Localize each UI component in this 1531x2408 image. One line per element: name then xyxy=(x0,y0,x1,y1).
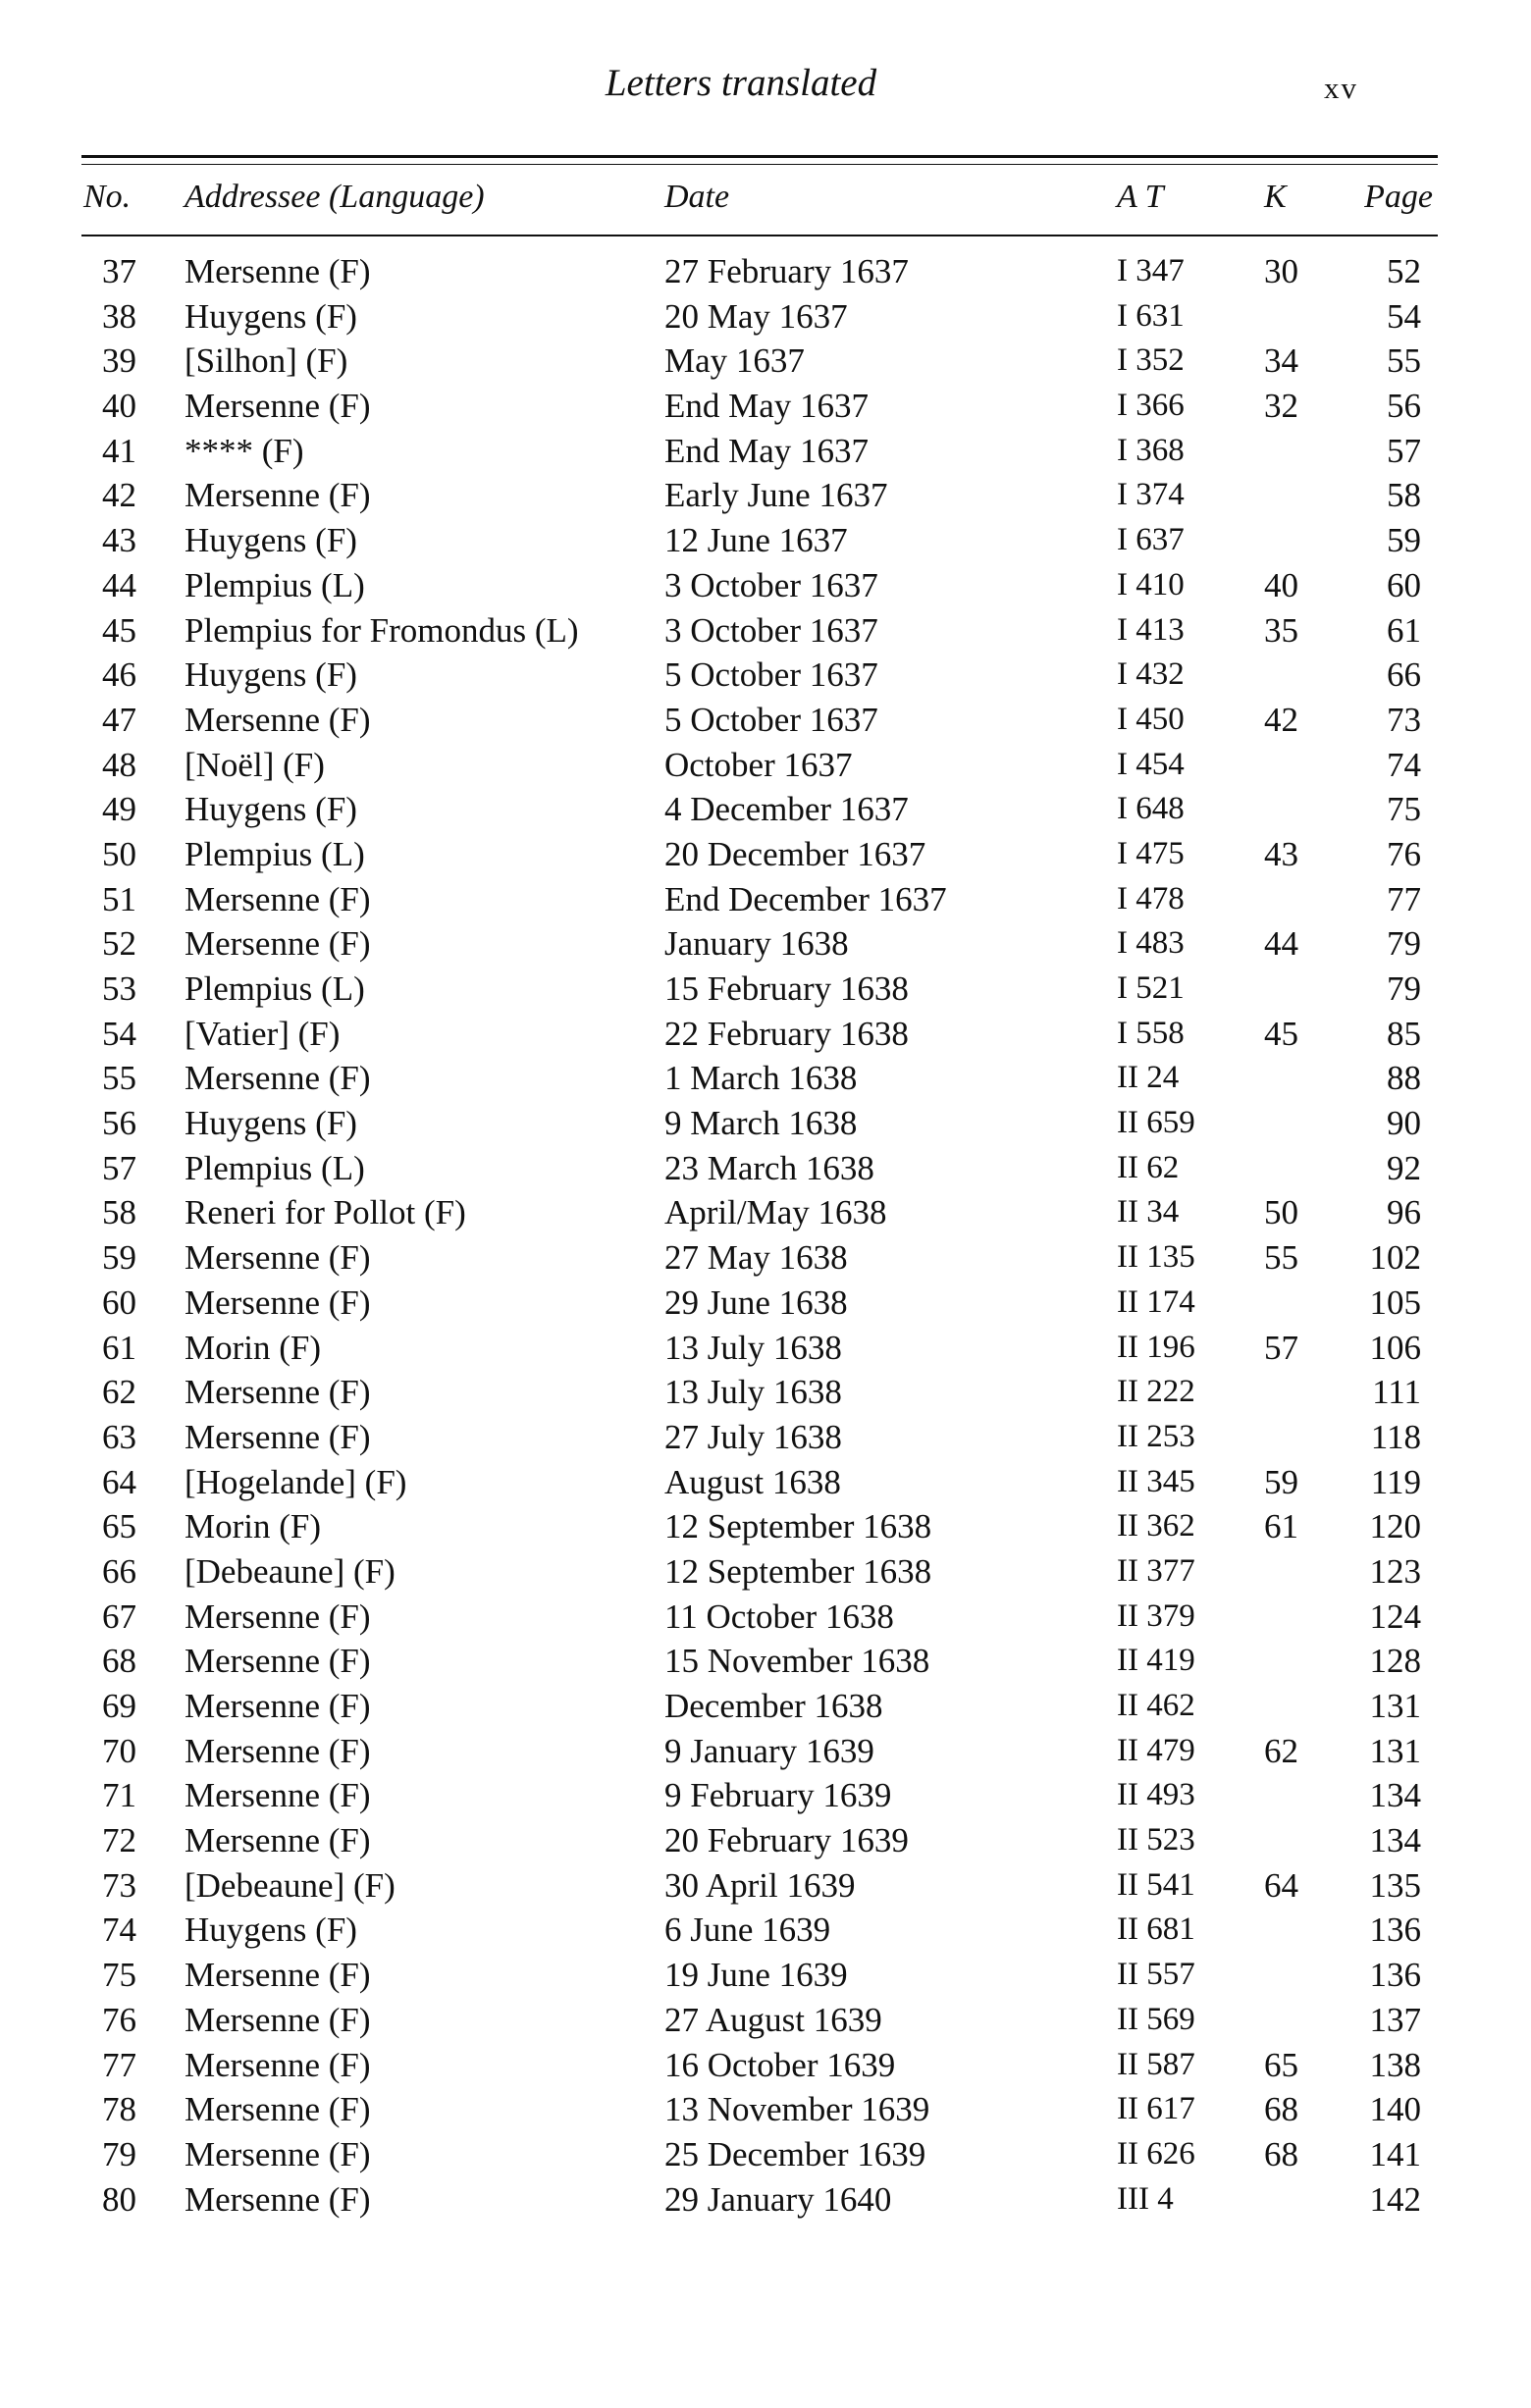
at-reference: II 462 xyxy=(1117,1688,1195,1723)
letter-number: 52 xyxy=(102,924,136,964)
at-reference: II 377 xyxy=(1117,1552,1195,1589)
table-row xyxy=(0,1415,1531,1460)
k-reference: 44 xyxy=(1264,924,1298,964)
table-row xyxy=(0,1595,1531,1640)
letter-date: 5 October 1637 xyxy=(664,655,878,695)
page-number: 88 xyxy=(1387,1059,1421,1098)
k-reference: 40 xyxy=(1264,565,1298,604)
letter-number: 73 xyxy=(102,1865,136,1905)
letter-date: End May 1637 xyxy=(664,431,870,470)
page-number: 141 xyxy=(1369,2134,1421,2173)
addressee: Morin (F) xyxy=(185,1328,322,1367)
letter-date: 6 June 1639 xyxy=(664,1911,831,1950)
addressee: Mersenne (F) xyxy=(185,2000,371,2039)
page-number: 57 xyxy=(1387,431,1421,470)
at-reference: II 135 xyxy=(1117,1239,1195,1276)
letter-date: 4 December 1637 xyxy=(664,790,909,829)
at-reference: I 521 xyxy=(1117,970,1185,1006)
page-number: 73 xyxy=(1387,700,1421,739)
table-row xyxy=(0,698,1531,743)
letter-date: 13 July 1638 xyxy=(664,1373,842,1412)
letter-number: 64 xyxy=(102,1462,136,1501)
letter-number: 74 xyxy=(102,1911,136,1950)
at-reference: I 478 xyxy=(1117,880,1185,916)
letter-date: 15 November 1638 xyxy=(664,1642,930,1681)
addressee: [Noël] (F) xyxy=(185,745,325,784)
table-row xyxy=(0,1908,1531,1953)
letter-number: 66 xyxy=(102,1551,136,1591)
page-number: 66 xyxy=(1387,655,1421,695)
at-reference: I 374 xyxy=(1117,477,1185,513)
k-reference: 68 xyxy=(1264,2090,1298,2129)
k-reference: 50 xyxy=(1264,1193,1298,1232)
letter-date: 23 March 1638 xyxy=(664,1148,874,1187)
letter-date: 5 October 1637 xyxy=(664,700,878,739)
at-reference: I 631 xyxy=(1117,297,1185,334)
page-number: 136 xyxy=(1369,1956,1421,1995)
letters-table-body xyxy=(0,249,1531,2222)
at-reference: II 569 xyxy=(1117,2001,1195,2037)
letter-number: 65 xyxy=(102,1507,136,1546)
addressee: Mersenne (F) xyxy=(185,2134,371,2173)
letter-number: 47 xyxy=(102,700,136,739)
addressee: Mersenne (F) xyxy=(185,1417,371,1456)
table-row xyxy=(0,921,1531,967)
k-reference: 59 xyxy=(1264,1462,1298,1501)
letter-number: 76 xyxy=(102,2000,136,2039)
column-header-k: K xyxy=(1264,179,1287,215)
table-row xyxy=(0,563,1531,608)
table-top-rule-thin xyxy=(81,164,1438,165)
addressee: Mersenne (F) xyxy=(185,2090,371,2129)
at-reference: I 558 xyxy=(1117,1015,1185,1051)
addressee: Mersenne (F) xyxy=(185,1642,371,1681)
letter-date: End December 1637 xyxy=(664,879,947,918)
letter-number: 50 xyxy=(102,834,136,873)
at-reference: II 557 xyxy=(1117,1957,1195,1993)
addressee: Huygens (F) xyxy=(185,655,357,695)
letter-number: 60 xyxy=(102,1283,136,1322)
page-number: 74 xyxy=(1387,745,1421,784)
page-number: 137 xyxy=(1369,2000,1421,2039)
page-number: 79 xyxy=(1387,924,1421,964)
letter-number: 42 xyxy=(102,476,136,515)
addressee: [Silhon] (F) xyxy=(185,341,348,381)
addressee: Mersenne (F) xyxy=(185,1283,371,1322)
column-header-no: No. xyxy=(83,179,132,215)
page-number: 124 xyxy=(1369,1597,1421,1636)
addressee: Plempius (L) xyxy=(185,1148,365,1187)
table-row xyxy=(0,608,1531,654)
addressee: [Debeaune] (F) xyxy=(185,1865,396,1905)
letter-date: 16 October 1639 xyxy=(664,2045,896,2084)
table-row xyxy=(0,1190,1531,1235)
k-reference: 43 xyxy=(1264,834,1298,873)
letter-date: 11 October 1638 xyxy=(664,1597,894,1636)
addressee: Huygens (F) xyxy=(185,790,357,829)
addressee: Huygens (F) xyxy=(185,1911,357,1950)
letter-number: 51 xyxy=(102,879,136,918)
table-row xyxy=(0,653,1531,698)
page-number: 142 xyxy=(1369,2179,1421,2219)
letter-number: 39 xyxy=(102,341,136,381)
at-reference: I 637 xyxy=(1117,522,1185,558)
addressee: Morin (F) xyxy=(185,1507,322,1546)
addressee: Huygens (F) xyxy=(185,296,357,336)
k-reference: 57 xyxy=(1264,1328,1298,1367)
running-head xyxy=(0,61,1531,110)
letter-date: 3 October 1637 xyxy=(664,565,878,604)
letter-number: 56 xyxy=(102,1104,136,1143)
page-number: 120 xyxy=(1369,1507,1421,1546)
page-number: 131 xyxy=(1369,1731,1421,1770)
table-row xyxy=(0,1639,1531,1684)
at-reference: II 541 xyxy=(1117,1866,1195,1903)
letter-date: 25 December 1639 xyxy=(664,2134,926,2173)
table-row xyxy=(0,1056,1531,1101)
column-header-at: A T xyxy=(1117,179,1164,215)
table-row xyxy=(0,2177,1531,2223)
at-reference: I 410 xyxy=(1117,566,1185,602)
addressee: **** (F) xyxy=(185,431,304,470)
letter-number: 62 xyxy=(102,1373,136,1412)
k-reference: 65 xyxy=(1264,2045,1298,2084)
addressee: [Hogelande] (F) xyxy=(185,1462,407,1501)
letter-date: 20 December 1637 xyxy=(664,834,926,873)
table-row xyxy=(0,429,1531,474)
at-reference: I 368 xyxy=(1117,432,1185,468)
page-number: 61 xyxy=(1387,610,1421,650)
at-reference: II 362 xyxy=(1117,1508,1195,1544)
letter-number: 40 xyxy=(102,387,136,426)
letter-date: 9 February 1639 xyxy=(664,1776,892,1815)
letter-date: August 1638 xyxy=(664,1462,841,1501)
page-number: 111 xyxy=(1372,1373,1421,1412)
page-number: 54 xyxy=(1387,296,1421,336)
page-number: 85 xyxy=(1387,1014,1421,1053)
letter-number: 46 xyxy=(102,655,136,695)
letter-number: 67 xyxy=(102,1597,136,1636)
addressee: Plempius (L) xyxy=(185,565,365,604)
letter-number: 61 xyxy=(102,1328,136,1367)
letter-date: 1 March 1638 xyxy=(664,1059,858,1098)
k-reference: 42 xyxy=(1264,700,1298,739)
page-number: 119 xyxy=(1370,1462,1421,1501)
table-row xyxy=(0,1998,1531,2043)
letter-date: 3 October 1637 xyxy=(664,610,878,650)
page-number: 138 xyxy=(1369,2045,1421,2084)
letter-date: 27 August 1639 xyxy=(664,2000,882,2039)
letter-number: 45 xyxy=(102,610,136,650)
addressee: Mersenne (F) xyxy=(185,1597,371,1636)
at-reference: II 419 xyxy=(1117,1643,1195,1679)
addressee: Mersenne (F) xyxy=(185,387,371,426)
at-reference: I 352 xyxy=(1117,342,1185,379)
letter-date: End May 1637 xyxy=(664,387,870,426)
k-reference: 32 xyxy=(1264,387,1298,426)
letter-number: 70 xyxy=(102,1731,136,1770)
at-reference: I 475 xyxy=(1117,835,1185,871)
table-row xyxy=(0,1818,1531,1863)
table-row xyxy=(0,1504,1531,1549)
k-reference: 64 xyxy=(1264,1865,1298,1905)
letter-number: 49 xyxy=(102,790,136,829)
addressee: Mersenne (F) xyxy=(185,924,371,964)
addressee: Mersenne (F) xyxy=(185,1059,371,1098)
at-reference: II 379 xyxy=(1117,1597,1195,1634)
table-row xyxy=(0,1146,1531,1191)
table-row xyxy=(0,1773,1531,1818)
letter-date: 27 July 1638 xyxy=(664,1417,842,1456)
letter-number: 77 xyxy=(102,2045,136,2084)
running-title: Letters translated xyxy=(605,62,877,104)
table-row xyxy=(0,787,1531,832)
letter-date: 13 November 1639 xyxy=(664,2090,930,2129)
at-reference: II 493 xyxy=(1117,1777,1195,1813)
letter-date: December 1638 xyxy=(664,1687,883,1725)
at-reference: II 345 xyxy=(1117,1463,1195,1499)
letter-number: 58 xyxy=(102,1193,136,1232)
at-reference: II 659 xyxy=(1117,1105,1195,1141)
page-number: 55 xyxy=(1387,341,1421,381)
k-reference: 68 xyxy=(1264,2134,1298,2173)
table-row xyxy=(0,2087,1531,2132)
letter-number: 48 xyxy=(102,745,136,784)
letter-number: 78 xyxy=(102,2090,136,2129)
letter-number: 63 xyxy=(102,1417,136,1456)
addressee: Mersenne (F) xyxy=(185,1776,371,1815)
letter-number: 54 xyxy=(102,1014,136,1053)
page-number: 90 xyxy=(1387,1104,1421,1143)
page-number: 105 xyxy=(1369,1283,1421,1322)
addressee: Mersenne (F) xyxy=(185,252,371,290)
letter-number: 68 xyxy=(102,1642,136,1681)
addressee: Mersenne (F) xyxy=(185,2045,371,2084)
addressee: Mersenne (F) xyxy=(185,879,371,918)
table-row xyxy=(0,1953,1531,1998)
page-number: 76 xyxy=(1387,834,1421,873)
table-row xyxy=(0,1684,1531,1729)
addressee: Mersenne (F) xyxy=(185,1373,371,1412)
at-reference: II 626 xyxy=(1117,2135,1195,2172)
page-number: 52 xyxy=(1387,252,1421,290)
page-number: 75 xyxy=(1387,790,1421,829)
table-row xyxy=(0,832,1531,877)
page-folio: xv xyxy=(1324,71,1358,105)
page-number: 96 xyxy=(1387,1193,1421,1232)
at-reference: I 450 xyxy=(1117,701,1185,737)
table-header xyxy=(0,179,1531,226)
letter-date: 12 September 1638 xyxy=(664,1507,932,1546)
page-number: 60 xyxy=(1387,565,1421,604)
table-row xyxy=(0,1235,1531,1281)
page-number: 92 xyxy=(1387,1148,1421,1187)
letter-date: 9 January 1639 xyxy=(664,1731,874,1770)
k-reference: 45 xyxy=(1264,1014,1298,1053)
column-header-page: Page xyxy=(1364,179,1433,215)
addressee: Huygens (F) xyxy=(185,1104,357,1143)
letter-number: 80 xyxy=(102,2179,136,2219)
letter-number: 55 xyxy=(102,1059,136,1098)
at-reference: II 617 xyxy=(1117,2091,1195,2127)
at-reference: II 62 xyxy=(1117,1149,1180,1185)
letter-date: October 1637 xyxy=(664,745,853,784)
letter-number: 43 xyxy=(102,521,136,560)
addressee: Huygens (F) xyxy=(185,521,357,560)
at-reference: II 24 xyxy=(1117,1060,1180,1096)
at-reference: II 196 xyxy=(1117,1329,1195,1365)
letter-date: 27 February 1637 xyxy=(664,252,909,290)
letter-date: 30 April 1639 xyxy=(664,1865,856,1905)
table-row xyxy=(0,877,1531,922)
letter-number: 69 xyxy=(102,1687,136,1725)
addressee: Mersenne (F) xyxy=(185,1687,371,1725)
addressee: Plempius (L) xyxy=(185,834,365,873)
letter-date: 29 June 1638 xyxy=(664,1283,848,1322)
addressee: Plempius for Fromondus (L) xyxy=(185,610,579,650)
table-row xyxy=(0,967,1531,1012)
addressee: Reneri for Pollot (F) xyxy=(185,1193,466,1232)
addressee: Mersenne (F) xyxy=(185,1731,371,1770)
page-number: 58 xyxy=(1387,476,1421,515)
page-number: 77 xyxy=(1387,879,1421,918)
at-reference: I 648 xyxy=(1117,791,1185,827)
k-reference: 62 xyxy=(1264,1731,1298,1770)
letter-number: 57 xyxy=(102,1148,136,1187)
letter-number: 79 xyxy=(102,2134,136,2173)
table-row xyxy=(0,1012,1531,1057)
addressee: Plempius (L) xyxy=(185,969,365,1008)
page-number: 134 xyxy=(1369,1821,1421,1860)
table-row xyxy=(0,1549,1531,1595)
addressee: Mersenne (F) xyxy=(185,2179,371,2219)
letter-date: 15 February 1638 xyxy=(664,969,909,1008)
at-reference: I 483 xyxy=(1117,925,1185,962)
letter-number: 37 xyxy=(102,252,136,290)
column-header-date: Date xyxy=(664,179,730,215)
letter-number: 41 xyxy=(102,431,136,470)
letter-date: 27 May 1638 xyxy=(664,1238,848,1278)
table-row xyxy=(0,339,1531,384)
at-reference: I 454 xyxy=(1117,746,1185,782)
addressee: [Debeaune] (F) xyxy=(185,1551,396,1591)
at-reference: III 4 xyxy=(1117,2180,1174,2217)
page-number: 128 xyxy=(1369,1642,1421,1681)
letter-number: 44 xyxy=(102,565,136,604)
k-reference: 30 xyxy=(1264,252,1298,290)
addressee: [Vatier] (F) xyxy=(185,1014,341,1053)
page-number: 123 xyxy=(1369,1551,1421,1591)
letter-number: 75 xyxy=(102,1956,136,1995)
at-reference: II 253 xyxy=(1117,1418,1195,1454)
table-row xyxy=(0,249,1531,294)
header-rule xyxy=(81,235,1438,236)
table-row xyxy=(0,473,1531,518)
addressee: Mersenne (F) xyxy=(185,1238,371,1278)
table-row xyxy=(0,1281,1531,1326)
table-row xyxy=(0,518,1531,563)
table-row xyxy=(0,1460,1531,1505)
at-reference: II 34 xyxy=(1117,1194,1180,1230)
letter-date: April/May 1638 xyxy=(664,1193,887,1232)
addressee: Mersenne (F) xyxy=(185,1956,371,1995)
letter-date: 9 March 1638 xyxy=(664,1104,858,1143)
table-row xyxy=(0,384,1531,429)
at-reference: II 479 xyxy=(1117,1732,1195,1768)
page-number: 134 xyxy=(1369,1776,1421,1815)
letter-date: 12 September 1638 xyxy=(664,1551,932,1591)
at-reference: II 523 xyxy=(1117,1822,1195,1858)
page-number: 56 xyxy=(1387,387,1421,426)
page-number: 79 xyxy=(1387,969,1421,1008)
page-number: 59 xyxy=(1387,521,1421,560)
letter-date: Early June 1637 xyxy=(664,476,888,515)
letter-date: January 1638 xyxy=(664,924,849,964)
k-reference: 34 xyxy=(1264,341,1298,381)
letter-date: 12 June 1637 xyxy=(664,521,848,560)
table-row xyxy=(0,743,1531,788)
at-reference: I 413 xyxy=(1117,611,1185,648)
letter-number: 59 xyxy=(102,1238,136,1278)
page-number: 140 xyxy=(1369,2090,1421,2129)
at-reference: II 222 xyxy=(1117,1374,1195,1410)
page-number: 102 xyxy=(1369,1238,1421,1278)
page-number: 135 xyxy=(1369,1865,1421,1905)
at-reference: I 366 xyxy=(1117,388,1185,424)
page-number: 118 xyxy=(1370,1417,1421,1456)
table-row xyxy=(0,2043,1531,2088)
addressee: Mersenne (F) xyxy=(185,1821,371,1860)
at-reference: I 432 xyxy=(1117,656,1185,693)
table-row xyxy=(0,1729,1531,1774)
table-row xyxy=(0,1370,1531,1415)
letter-date: 22 February 1638 xyxy=(664,1014,909,1053)
table-row xyxy=(0,294,1531,340)
k-reference: 35 xyxy=(1264,610,1298,650)
letter-date: 19 June 1639 xyxy=(664,1956,848,1995)
letter-number: 38 xyxy=(102,296,136,336)
at-reference: II 174 xyxy=(1117,1283,1195,1320)
addressee: Mersenne (F) xyxy=(185,700,371,739)
table-row xyxy=(0,1101,1531,1146)
letter-date: 20 February 1639 xyxy=(664,1821,909,1860)
table-row xyxy=(0,1326,1531,1371)
page-number: 131 xyxy=(1369,1687,1421,1725)
page-number: 106 xyxy=(1369,1328,1421,1367)
column-header-addressee: Addressee (Language) xyxy=(185,179,485,215)
letter-date: May 1637 xyxy=(664,341,805,381)
letter-date: 13 July 1638 xyxy=(664,1328,842,1367)
letter-number: 53 xyxy=(102,969,136,1008)
at-reference: II 587 xyxy=(1117,2046,1195,2082)
table-top-rule xyxy=(81,155,1438,158)
letter-date: 20 May 1637 xyxy=(664,296,848,336)
k-reference: 55 xyxy=(1264,1238,1298,1278)
addressee: Mersenne (F) xyxy=(185,476,371,515)
table-row xyxy=(0,1863,1531,1909)
letter-number: 71 xyxy=(102,1776,136,1815)
table-row xyxy=(0,2132,1531,2177)
at-reference: II 681 xyxy=(1117,1911,1195,1948)
letter-number: 72 xyxy=(102,1821,136,1860)
k-reference: 61 xyxy=(1264,1507,1298,1546)
page-number: 136 xyxy=(1369,1911,1421,1950)
at-reference: I 347 xyxy=(1117,253,1185,288)
letter-date: 29 January 1640 xyxy=(664,2179,892,2219)
